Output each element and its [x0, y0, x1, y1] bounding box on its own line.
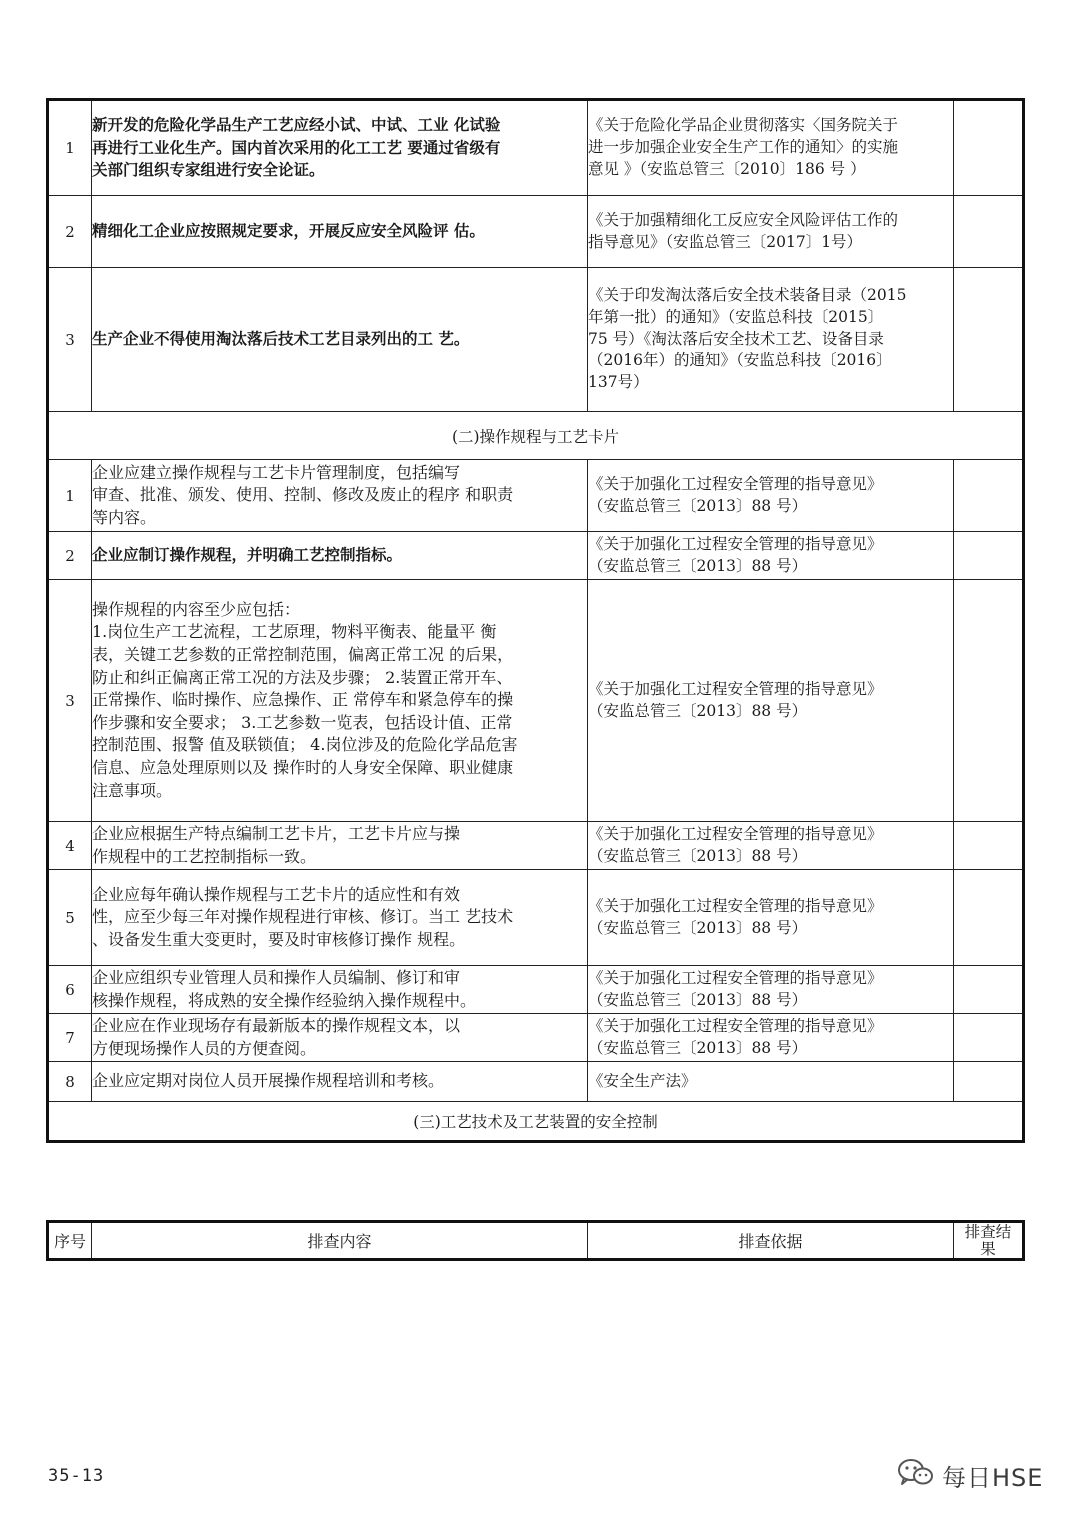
- content-line: 方便现场操作人员的方便查阅。: [92, 1038, 317, 1058]
- content-line: 企业应每年确认操作规程与工艺卡片的适应性和有效: [92, 884, 461, 904]
- row-number: 6: [48, 966, 92, 1014]
- table-row: [48, 580, 1024, 822]
- basis-line: 75 号）《淘汰落后安全技术工艺、设备目录: [588, 329, 884, 348]
- check-basis: [588, 268, 954, 412]
- row-number: 1: [48, 460, 92, 532]
- row-number: 2: [48, 196, 92, 268]
- check-basis: [588, 1014, 954, 1062]
- basis-line: 《关于加强化工过程安全管理的指导意见》: [588, 824, 883, 843]
- table-row: [48, 460, 1024, 532]
- content-line: 关部门组织专家组进行安全论证。: [92, 161, 325, 180]
- basis-line: （安监总管三〔2013〕88 号）: [588, 918, 808, 937]
- basis-line: 进一步加强企业安全生产工作的通知〉的实施: [588, 138, 899, 157]
- basis-line: 《关于加强化工过程安全管理的指导意见》: [588, 968, 883, 987]
- content-line: 新开发的危险化学品生产工艺应经小试、中试、工业 化试验: [92, 116, 501, 135]
- check-content: [92, 966, 588, 1014]
- check-content: [92, 268, 588, 412]
- basis-line: （安监总管三〔2013〕88 号）: [588, 846, 808, 865]
- section-row: [48, 412, 1024, 460]
- basis-line: 《关于危险化学品企业贯彻落实〈国务院关于: [588, 116, 899, 135]
- table-row: [48, 100, 1024, 196]
- header-content: 排查内容: [92, 1222, 588, 1260]
- basis-line: 意见 》（安监总管三〔2010〕186 号 ）: [588, 159, 866, 178]
- content-line: 1.岗位生产工艺流程，工艺原理，物料平衡表、能量平 衡: [92, 622, 497, 642]
- basis-line: 指导意见》（安监总管三〔2017〕1号）: [588, 232, 863, 251]
- row-number: 5: [48, 870, 92, 966]
- table-row: [48, 822, 1024, 870]
- row-number: 8: [48, 1062, 92, 1102]
- check-basis: [588, 532, 954, 580]
- table-row: [48, 532, 1024, 580]
- row-number: 3: [48, 580, 92, 822]
- basis-line: （安监总管三〔2013〕88 号）: [588, 496, 808, 515]
- check-result: [954, 532, 1024, 580]
- header-result-line: 果: [980, 1239, 996, 1258]
- content-line: 企业应定期对岗位人员开展操作规程培训和考核。: [92, 1071, 445, 1091]
- content-line: 控制范围、报警 值及联锁值； 4.岗位涉及的危险化学品危害: [92, 735, 518, 755]
- content-line: 防止和纠正偏离正常工况的方法及步骤； 2.装置正常开车、: [92, 667, 513, 687]
- basis-line: （安监总管三〔2013〕88 号）: [588, 701, 808, 720]
- check-content: [92, 100, 588, 196]
- check-basis: [588, 460, 954, 532]
- basis-line: 《关于加强化工过程安全管理的指导意见》: [588, 896, 883, 915]
- content-line: 审查、批准、颁发、使用、控制、修改及废止的程序 和职责: [92, 485, 514, 505]
- table-row: [48, 1014, 1024, 1062]
- basis-line: 《关于印发淘汰落后安全技术装备目录（2015: [588, 286, 907, 304]
- content-line: 表，关键工艺参数的正常控制范围，偏离正常工况 的后果，: [92, 645, 514, 665]
- basis-line: （2016年）的通知》（安监总科技〔2016〕: [588, 351, 892, 370]
- wechat-icon: [896, 1457, 936, 1493]
- table-row: [48, 268, 1024, 412]
- header-result: [954, 1222, 1024, 1260]
- check-basis: [588, 822, 954, 870]
- content-line: 企业应建立操作规程与工艺卡片管理制度，包括编写: [92, 462, 461, 482]
- check-result: [954, 268, 1024, 412]
- watermark-text: 每日HSE: [942, 1463, 1044, 1492]
- basis-line: 《关于加强化工过程安全管理的指导意见》: [588, 534, 883, 553]
- row-number: 2: [48, 532, 92, 580]
- check-result: [954, 822, 1024, 870]
- content-line: 作规程中的工艺控制指标一致。: [92, 846, 317, 866]
- basis-line: 《安全生产法》: [588, 1071, 697, 1090]
- header-result-line: 排查结: [964, 1222, 1012, 1241]
- basis-line: （安监总管三〔2013〕88 号）: [588, 556, 808, 575]
- checklist-table: [46, 98, 1025, 1143]
- check-result: [954, 460, 1024, 532]
- header-row: [48, 1222, 1024, 1260]
- check-content: [92, 1014, 588, 1062]
- check-result: [954, 966, 1024, 1014]
- content-line: 再进行工业化生产。国内首次采用的化工工艺 要通过省级有: [92, 138, 501, 157]
- basis-line: 年第一批）的通知》（安监总科技〔2015〕: [588, 307, 884, 326]
- check-result: [954, 1062, 1024, 1102]
- table-row: [48, 1062, 1024, 1102]
- content-line: 信息、应急处理原则以及 操作时的人身安全保障、职业健康: [92, 757, 514, 777]
- basis-line: 《关于加强化工过程安全管理的指导意见》: [588, 679, 883, 698]
- check-content: [92, 196, 588, 268]
- content-line: 企业应制订操作规程，并明确工艺控制指标。: [92, 546, 403, 565]
- content-line: 性，应至少每三年对操作规程进行审核、修订。当工 艺技术: [92, 907, 514, 927]
- basis-line: 《关于加强化工过程安全管理的指导意见》: [588, 1016, 883, 1035]
- check-basis: [588, 870, 954, 966]
- basis-line: 《关于加强化工过程安全管理的指导意见》: [588, 474, 883, 493]
- check-result: [954, 870, 1024, 966]
- basis-line: 《关于加强精细化工反应安全风险评估工作的: [588, 210, 899, 229]
- check-content: [92, 460, 588, 532]
- content-line: 企业应在作业现场存有最新版本的操作规程文本，以: [92, 1015, 461, 1035]
- header-basis: 排查依据: [588, 1222, 954, 1260]
- section-title: (二)操作规程与工艺卡片: [48, 412, 1024, 460]
- check-basis: [588, 580, 954, 822]
- check-basis: [588, 196, 954, 268]
- check-basis: [588, 966, 954, 1014]
- content-line: 注意事项。: [92, 780, 173, 800]
- section-row: [48, 1102, 1024, 1142]
- row-number: 3: [48, 268, 92, 412]
- check-content: [92, 532, 588, 580]
- check-result: [954, 1014, 1024, 1062]
- content-line: 操作规程的内容至少应包括：: [92, 599, 301, 619]
- column-header-table: [46, 1220, 1025, 1261]
- content-line: 生产企业不得使用淘汰落后技术工艺目录列出的工 艺。: [92, 330, 470, 349]
- page-number: 35-13: [48, 1466, 105, 1486]
- table-row: [48, 966, 1024, 1014]
- content-line: 、设备发生重大变更时，要及时审核修订操作 规程。: [92, 929, 466, 949]
- check-result: [954, 100, 1024, 196]
- basis-line: （安监总管三〔2013〕88 号）: [588, 990, 808, 1009]
- check-result: [954, 580, 1024, 822]
- basis-line: （安监总管三〔2013〕88 号）: [588, 1038, 808, 1057]
- row-number: 4: [48, 822, 92, 870]
- check-basis: [588, 100, 954, 196]
- section-title: (三)工艺技术及工艺装置的安全控制: [48, 1102, 1024, 1142]
- check-content: [92, 822, 588, 870]
- content-line: 精细化工企业应按照规定要求，开展反应安全风险评 估。: [92, 222, 485, 241]
- check-content: [92, 870, 588, 966]
- content-line: 核操作规程，将成熟的安全操作经验纳入操作规程中。: [92, 990, 477, 1010]
- header-seq: 序号: [48, 1222, 92, 1260]
- check-basis: [588, 1062, 954, 1102]
- check-result: [954, 196, 1024, 268]
- row-number: 7: [48, 1014, 92, 1062]
- row-number: 1: [48, 100, 92, 196]
- content-line: 企业应根据生产特点编制工艺卡片，工艺卡片应与操: [92, 823, 461, 843]
- basis-line: 137号）: [588, 373, 649, 392]
- check-content: [92, 1062, 588, 1102]
- table-row: [48, 870, 1024, 966]
- check-content: [92, 580, 588, 822]
- watermark: [896, 1458, 1043, 1492]
- content-line: 正常操作、临时操作、应急操作、正 常停车和紧急停车的操: [92, 690, 514, 710]
- table-row: [48, 196, 1024, 268]
- content-line: 作步骤和安全要求； 3.工艺参数一览表，包括设计值、正常: [92, 712, 513, 732]
- content-line: 等内容。: [92, 507, 157, 527]
- content-line: 企业应组织专业管理人员和操作人员编制、修订和审: [92, 967, 461, 987]
